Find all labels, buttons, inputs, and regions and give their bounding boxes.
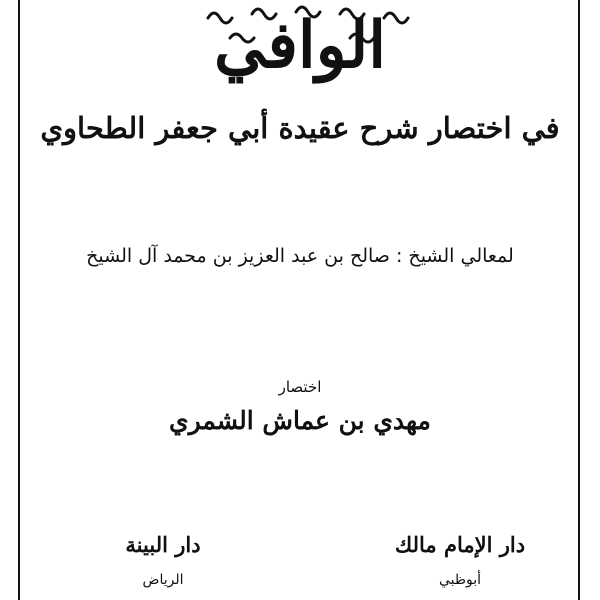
right-border-line [578, 0, 580, 600]
publisher-left-name: دار البينة [125, 532, 201, 557]
publisher-right-name: دار الإمام مالك [394, 532, 526, 557]
left-border-line [18, 0, 20, 600]
book-subtitle: في اختصار شرح عقيدة أبي جعفر الطحاوي [40, 111, 560, 145]
abridger-name: مهدي بن عماش الشمري [169, 406, 431, 435]
abridged-label: اختصار [278, 378, 322, 396]
book-title: الوافي [213, 8, 387, 83]
publisher-right-place: أبوظبي [438, 572, 482, 588]
publisher-left-place: الرياض [142, 572, 184, 588]
author-line: لمعالي الشيخ : صالح بن عبد العزيز بن محمد آل الشيخ [86, 245, 514, 267]
